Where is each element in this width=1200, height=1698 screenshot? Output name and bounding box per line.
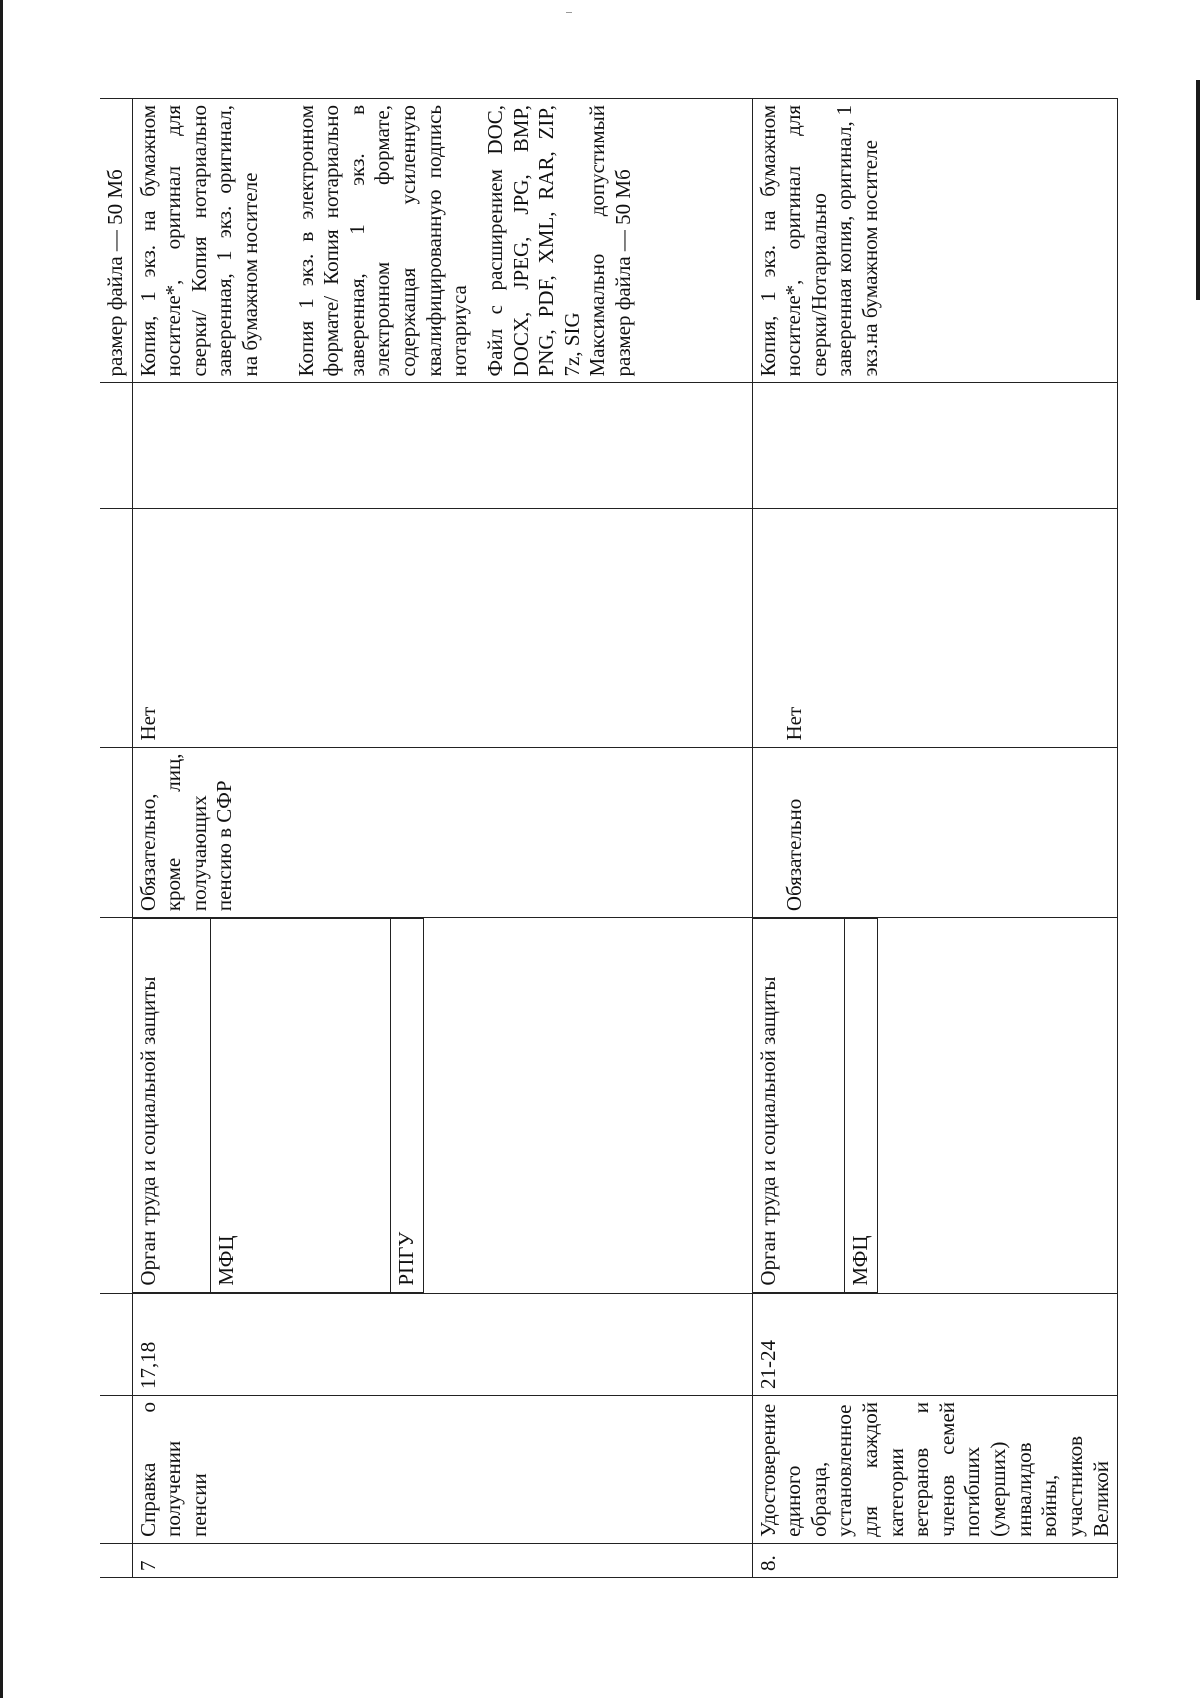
cell-empty xyxy=(100,383,132,508)
document-name: Справка о получении пенсии xyxy=(132,1395,752,1543)
body-item: Орган труда и социальной защиты xyxy=(753,919,845,1292)
format-electronic: Копия 1 экз. в электронном формате/ Копия нотариально заверенная, 1 экз. в электронном формате, содержащая усиленную квалифицированную подпись нотариуса xyxy=(293,105,472,377)
interagency-request: Нет xyxy=(752,508,1118,747)
cell-empty xyxy=(100,1543,132,1577)
cell-empty xyxy=(100,508,132,747)
submission-bodies xyxy=(132,918,752,1293)
row-number: 7 xyxy=(132,1543,752,1577)
format-paper: Копия, 1 экз. на бумажном носителе*, оригинал для сверки/ Копия нотариально заверенная, 1 экз. оригинал, на бумажном носителе xyxy=(135,105,263,377)
scan-edge-right xyxy=(1196,80,1200,300)
document-pages: 21-24 xyxy=(752,1293,1118,1395)
required-status: Обязательно xyxy=(752,747,1118,918)
document-name: Удостоверение единого образца, установленное для каждой категории ветеранов и членов семей погибших (умерших) инвалидов войны, участников Великой xyxy=(752,1395,1118,1543)
submission-format xyxy=(132,99,752,383)
rotated-page xyxy=(100,98,1113,1578)
required-status: Обязательно, кроме лиц, получающих пенсию в СФР xyxy=(132,747,752,918)
cell-format-tail: размер файла — 50 Мб xyxy=(100,99,132,383)
bodies-list xyxy=(753,918,878,1292)
cell-empty xyxy=(100,1293,132,1395)
table-row xyxy=(752,99,1118,1578)
submission-format: Копия, 1 экз. на бумажном носителе*, оригинал для сверки/Нотариально заверенная копия, оригинал, 1 экз.на бумажном носителе xyxy=(752,99,1118,383)
row-number: 8. xyxy=(752,1543,1118,1577)
format-max-size: Максимально допустимый размер файла — 50 Мб xyxy=(585,105,635,377)
cell-empty xyxy=(752,383,1118,508)
body-item: МФЦ xyxy=(845,919,878,1292)
bodies-list xyxy=(133,918,424,1292)
cell-empty xyxy=(100,918,132,1293)
scan-edge-left xyxy=(0,0,3,1698)
cell-empty xyxy=(100,747,132,918)
cell-empty xyxy=(132,383,752,508)
table-row-continuation xyxy=(100,99,132,1578)
submission-bodies xyxy=(752,918,1118,1293)
cell-empty xyxy=(100,1395,132,1543)
scan-artifact xyxy=(566,12,572,13)
document-pages: 17,18 xyxy=(132,1293,752,1395)
body-item: РПГУ xyxy=(391,919,424,1292)
documents-table xyxy=(100,98,1118,1578)
interagency-request: Нет xyxy=(132,508,752,747)
body-item: Орган труда и социальной защиты xyxy=(133,919,211,1292)
body-item: МФЦ xyxy=(211,919,391,1292)
format-file-types: Файл с расширением DOC, DOCX, JPEG, JPG, BMP, PNG, PDF, XML, RAR, ZIP, 7z, SIG xyxy=(482,105,584,377)
table-row xyxy=(132,99,752,1578)
